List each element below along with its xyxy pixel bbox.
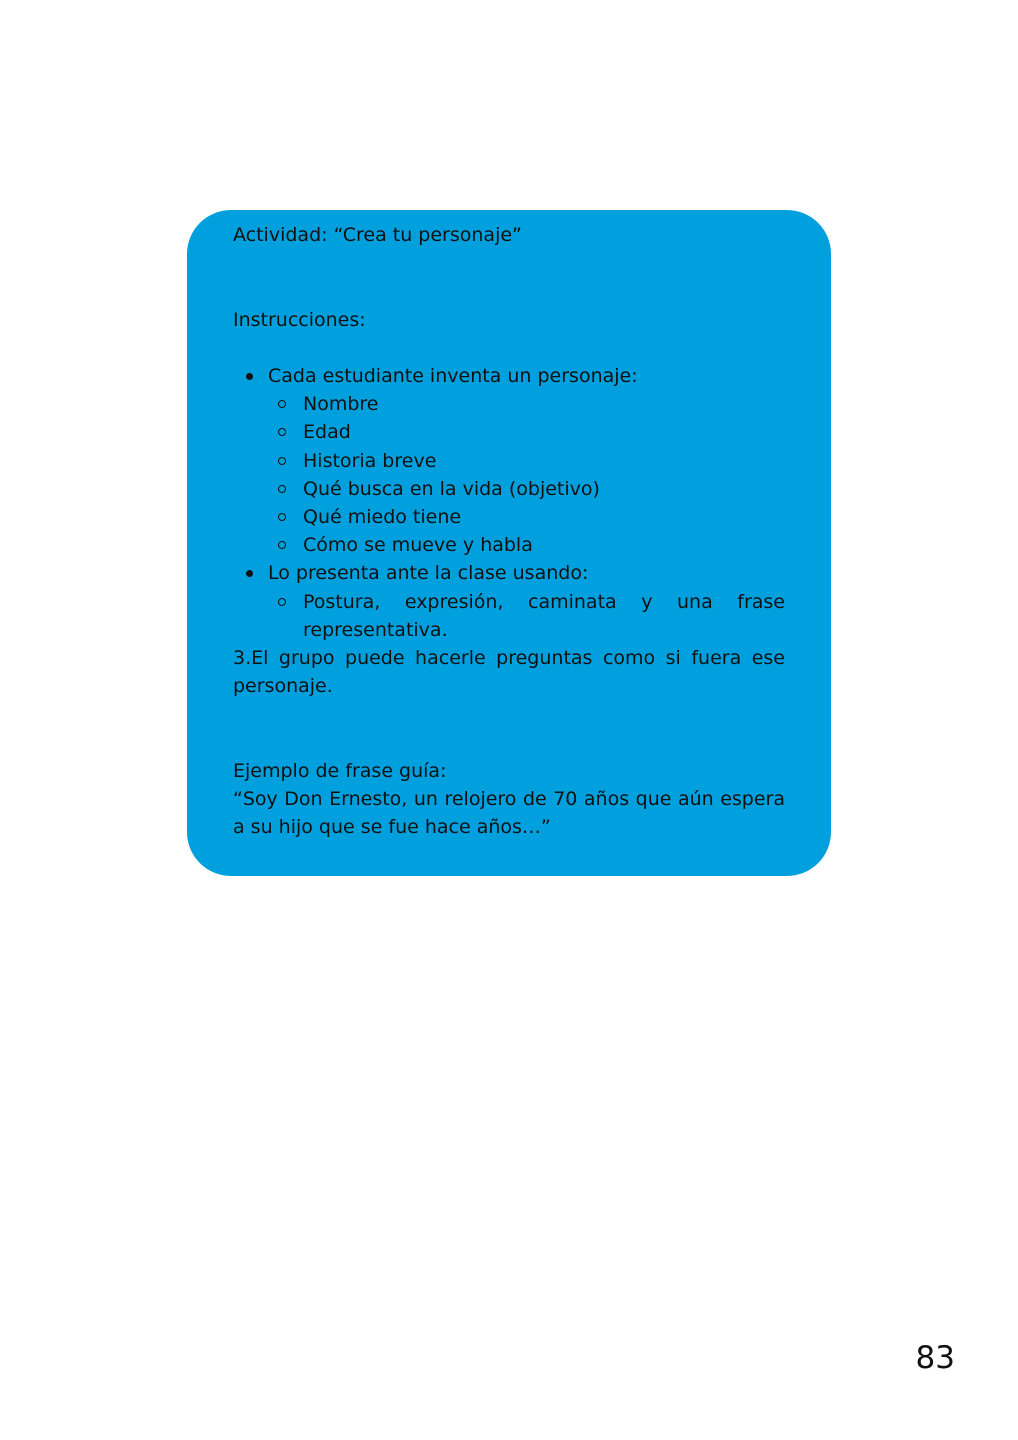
- sublist: [268, 390, 785, 559]
- sublist-item: [268, 447, 785, 475]
- bullet-circle-icon: [278, 400, 286, 408]
- sublist-item-text: Postura, expresión, caminata y una frase representativa.: [303, 590, 785, 641]
- list-item-text: Cada estudiante inventa un personaje:: [268, 364, 638, 387]
- example-quote: “Soy Don Ernesto, un relojero de 70 años que aún espera a su hijo que se fue hace años…”: [233, 788, 785, 839]
- step-3-text: 3.El grupo puede hacerle preguntas como si fuera ese personaje.: [233, 647, 785, 698]
- sublist-item: [268, 531, 785, 559]
- sublist-item: [268, 390, 785, 418]
- sublist-item: [268, 588, 785, 644]
- sublist-item-text: Qué miedo tiene: [303, 506, 462, 528]
- sublist: [268, 588, 785, 644]
- sublist-item: [268, 475, 785, 503]
- bullet-circle-icon: [278, 457, 286, 465]
- list-item-text: Lo presenta ante la clase usando:: [268, 562, 589, 585]
- activity-card: [187, 210, 831, 876]
- page-number: 83: [915, 1340, 955, 1376]
- sublist-item-text: Edad: [303, 421, 351, 444]
- bullet-circle-icon: [278, 513, 286, 521]
- bullet-dot-icon: [246, 570, 253, 577]
- spacer: [233, 700, 785, 756]
- spacer: [233, 334, 785, 362]
- list-item: [233, 559, 785, 644]
- bullet-circle-icon: [278, 428, 286, 436]
- sublist-item: [268, 503, 785, 531]
- instructions-heading: Instrucciones:: [233, 308, 366, 331]
- bullet-circle-icon: [278, 541, 286, 549]
- sublist-item: [268, 418, 785, 446]
- spacer: [233, 249, 785, 305]
- bullet-circle-icon: [278, 598, 286, 606]
- sublist-item-text: Nombre: [303, 393, 379, 416]
- bullet-circle-icon: [278, 485, 286, 493]
- list-item: [233, 362, 785, 559]
- example-heading: Ejemplo de frase guía:: [233, 759, 447, 782]
- instructions-list: [233, 362, 785, 644]
- sublist-item-text: Cómo se mueve y habla: [303, 534, 533, 557]
- sublist-item-text: Historia breve: [303, 449, 437, 472]
- activity-title: Actividad: “Crea tu personaje”: [233, 224, 522, 246]
- bullet-dot-icon: [246, 373, 253, 380]
- sublist-item-text: Qué busca en la vida (objetivo): [303, 477, 600, 500]
